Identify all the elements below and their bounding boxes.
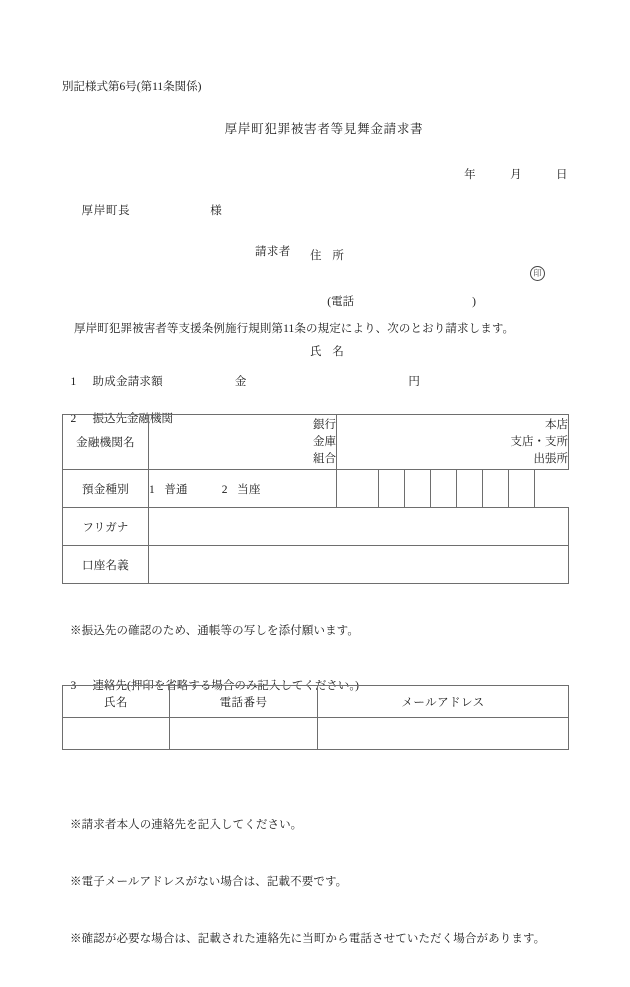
institution-name-field[interactable] [149,415,337,470]
addressee-row [70,190,222,230]
contact-notes [70,778,545,987]
lead-sentence: 厚岸町犯罪被害者等支援条例施行規則第11条の規定により、次のとおり請求します。 [74,323,515,335]
seal-stamp-icon: 印 [530,266,545,281]
item1-label: 助成金請求額 [92,376,163,388]
account-number-cell[interactable] [405,470,431,508]
institution-name-label: 金融機関名 [63,415,149,470]
branch-name-field[interactable] [337,415,569,470]
date-day-label: 日 [556,169,568,181]
date-month-label: 月 [510,169,523,181]
table-header-row [63,686,569,718]
address-label: 住所 [310,250,355,262]
bank-note: ※振込先の確認のため、通帳等の写しを添付願います。 [70,625,359,637]
contact-table [62,685,569,750]
item1-number: 1 [70,376,77,388]
date-line [451,154,568,194]
account-name-label: 口座名義 [63,546,149,584]
form-code: 別記様式第6号(第11条関係) [62,81,202,93]
account-number-cell[interactable] [379,470,405,508]
contact-phone-field[interactable] [170,718,318,750]
account-number-cell[interactable] [457,470,483,508]
deposit-type-label: 預金種別 [63,470,149,508]
claimant-phone-row [310,285,476,320]
contact-email-field[interactable] [318,718,569,750]
deposit-option1-number: 1 [149,483,155,496]
contact-note-3: ※確認が必要な場合は、記載された連絡先に当町から電話させていただく場合があります。 [70,933,546,945]
contact-note-1: ※請求者本人の連絡先を記入してください。 [70,819,303,831]
phone-close-paren: ) [472,295,476,308]
deposit-option2-number: 2 [221,483,228,496]
date-year-label: 年 [464,169,477,181]
furigana-label: フリガナ [63,508,149,546]
institution-kind-kumiai: 組合 [313,452,336,465]
table-row [63,508,569,546]
account-name-field[interactable] [149,546,569,584]
institution-kind-bank: 銀行 [313,418,336,431]
table-row [63,546,569,584]
item2-number: 2 [70,413,77,425]
addressee-name: 厚岸町長 [81,205,131,217]
institution-kind-shinkin: 金庫 [313,435,336,448]
item3-label: 連絡先(押印を省略する場合のみ記入してください。) [92,680,359,692]
page-title: 厚岸町犯罪被害者等見舞金請求書 [224,122,424,136]
branch-kind-head: 本店 [545,418,568,431]
table-row [63,718,569,750]
claimant-label: 請求者 [255,246,291,258]
contact-header-name: 氏名 [63,686,170,718]
contact-header-phone: 電話番号 [170,686,318,718]
account-number-cell[interactable] [509,470,535,508]
account-number-cell[interactable] [431,470,457,508]
furigana-field[interactable] [149,508,569,546]
phone-open-paren: (電話 [327,295,355,308]
item2-label: 振込先金融機関 [92,413,173,425]
branch-kind-branch: 支店・支所 [510,435,568,448]
item3-number: 3 [70,680,77,692]
contact-note-2: ※電子メールアドレスがない場合は、記載不要です。 [70,876,348,888]
currency-unit: 円 [408,376,420,388]
branch-kind-office: 出張所 [533,452,568,465]
bank-account-table [62,414,569,584]
table-row [63,470,569,508]
deposit-type-options[interactable] [149,470,337,508]
item-grant-amount [59,361,420,401]
addressee-honorific: 様 [210,205,222,217]
contact-header-email: メールアドレス [318,686,569,718]
deposit-option2-label[interactable]: 当座 [237,483,261,496]
account-number-cell[interactable] [483,470,509,508]
money-marker: 金 [234,376,247,388]
table-row [63,415,569,470]
deposit-option1-label[interactable]: 普通 [164,483,188,496]
account-number-cell[interactable] [337,470,379,508]
name-label: 氏名 [310,345,355,358]
contact-name-field[interactable] [63,718,170,750]
